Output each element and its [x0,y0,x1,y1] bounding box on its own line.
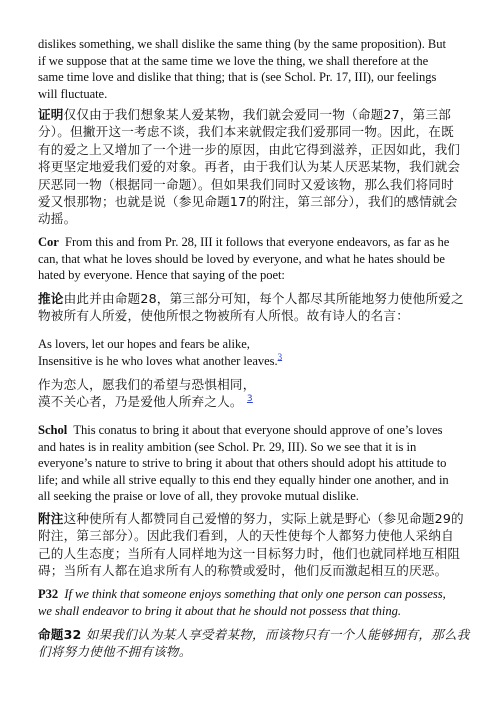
text-line: 己的人生态度；当所有人同样地为这一目标努力时，他们也就同样地互相阻 [38,545,461,561]
poem-en [38,336,282,369]
text-line: 将更坚定地爱我们爱的对象。再者，由于我们认为某人厌恶某物，我们就会 [38,159,461,175]
section-label: 附注 [38,511,64,526]
paragraph-corollary-en [38,234,449,284]
text-line: can, that what he loves should be loved by everyone, and what he hates should be [38,251,445,266]
section-label: Cor [38,235,59,249]
text-line: 物被所有人所爱，使他所恨之物被所有人所恨。故有诗人的名言： [38,308,410,324]
text-line: hated by everyone. Hence that saying of the poet: [38,268,285,283]
poem-line: 作为恋人，愿我们的希望与恐惧相同， [38,377,256,392]
paragraph-fragment-en [38,36,446,102]
text-line: everyone’s nature to strive to bring it about that others should adopt his attitude to [38,456,447,471]
text-line: 仅仅由于我们想象某人爱某物，我们就会爱同一物（命题27，第三部 [63,107,452,122]
text-line: 附注，第三部分）。因此我们看到，人的天性使每个人都努力使他人采纳自 [38,528,454,544]
text-line: dislikes something, we shall dislike the same thing (by the same proposition). But [38,37,446,51]
text-line: 爱又恨那物；也就是说（参见命题17的附注，第三部分），我们的感情就会 [38,194,458,210]
poem-zh [38,376,256,411]
text-line: 碍；当所有人都在追求所有人的称赞或爱时，他们反而激起相互的厌恶。 [38,563,448,579]
text-line: From this and from Pr. 28, III it follows that everyone endeavors, as far as he [65,235,450,249]
text-line: same time love and dislike that thing; that is (see Schol. Pr. 17, III), our feelings [38,70,437,85]
section-label: 证明 [38,107,64,122]
text-line: 如果我们认为某人享受着某物，而该物只有一个人能够拥有，那么我 [85,627,470,642]
text-line: will fluctuate. [38,86,108,101]
text-line: 厌恶同一物（根据同一命题）。但如果我们同时又爱该物，那么我们将同时 [38,176,454,192]
text-line: This conatus to bring it about that everyone should approve of one’s loves [73,423,443,437]
section-label: 命题32 [38,627,82,642]
text-line: and hates is in reality ambition (see Schol. Pr. 29, III). So we see that it is in [38,439,417,454]
text-line: If we think that someone enjoys something that only one person can possess, [64,587,446,601]
text-line: we shall endeavor to bring it about that he should not possess that thing. [38,603,401,618]
text-line: if we suppose that at the same time we love the thing, we shall therefore at the [38,53,429,68]
paragraph-scholium-en [38,422,449,505]
text-line: 动摇。 [38,211,77,227]
poem-line: As lovers, let our hopes and fears be alike, [38,337,250,351]
text-line: 分）。但撇开这一考虑不谈，我们本来就假定我们爱那同一物。因此，在既 [38,124,454,140]
footnote-link[interactable]: 3 [246,394,253,405]
section-label: Schol [38,423,68,437]
paragraph-proof-zh [38,106,460,228]
paragraph-scholium-zh [38,510,464,580]
text-line: 由此并由命题28，第三部分可知，每个人都尽其所能地努力使他所爱之 [63,291,464,306]
footnote-link[interactable]: 3 [277,351,283,362]
poem-line: Insensitive is he who loves what another leaves. [38,353,278,368]
text-line: 有的爱之上又增加了一个进一步的原因，由此它得到滋养，正因如此，我们 [38,141,461,157]
text-line: 这种使所有人都赞同自己爱憎的努力，实际上就是野心（参见命题29的 [63,511,464,526]
proposition-32-zh [38,626,470,661]
section-label: P32 [38,587,59,601]
proposition-32-en [38,586,446,619]
text-line: all seeking the praise or love of all, they provoke mutual dislike. [38,489,359,504]
section-label: 推论 [38,291,64,306]
text-line: life; and while all strive equally to this end they equally hinder one another, and in [38,472,449,487]
poem-line: 漠不关心者，乃是爱他人所弃之人。 [38,394,243,410]
text-line: 们将努力使他不拥有该物。 [38,644,192,660]
paragraph-corollary-zh [38,290,464,325]
